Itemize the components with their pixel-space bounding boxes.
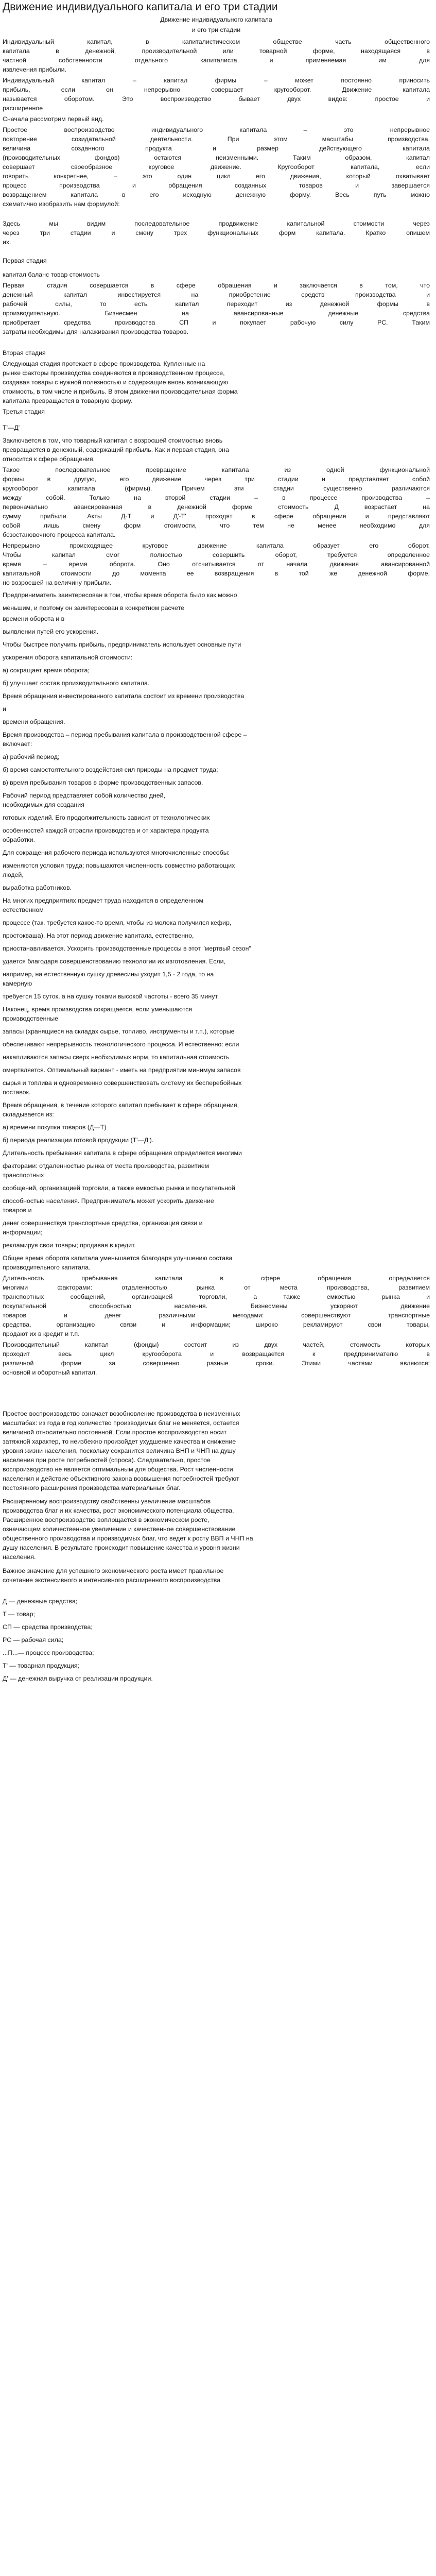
body-line: общественного производства и производимых благ, что ведет к росту ВВП и ЧНП на	[3, 1535, 253, 1542]
body-line: изменяются условия труда; повышаются численность совместно работающих	[3, 862, 235, 869]
body-line: Третья стадия	[3, 408, 45, 415]
body-line: их.	[3, 239, 11, 246]
body-line: приобретает средства производства СП и покупает рабочую силу РС. Таким	[3, 319, 430, 326]
body-line: Д — денежные средства;	[3, 1598, 78, 1605]
body-line: время – время оборота. Оно отсчитывается от начала движения авансированной	[3, 561, 430, 568]
body-line: безостановочного процесса капитала.	[3, 531, 116, 538]
body-line: включает:	[3, 740, 32, 748]
body-line: первоначально авансированная в денежной форме стоимость Д возрастает на	[3, 503, 430, 511]
body-line: денег совершенствуя транспортные средства, организация связи и	[3, 1219, 203, 1227]
body-line: простокваша). На этот период движение капитала, естественно,	[3, 932, 194, 939]
body-line: СП — средства производства;	[3, 1623, 93, 1631]
body-line: особенностей каждой отрасли производства и от характера продукта	[3, 827, 209, 834]
body-line: времени оборота и в	[3, 615, 65, 622]
body-line: Время обращения, в течение которого капитал пребывает в сфере обращения,	[3, 1101, 239, 1109]
body-line: людей,	[3, 871, 24, 878]
body-line: между собой. Только на второй стадии – в процессе производства –	[3, 494, 430, 501]
body-line: продают их в кредит и т.п.	[3, 1330, 80, 1337]
body-line: производства благ и их качества, рост экономического потенциала общества.	[3, 1507, 234, 1514]
body-line: производительную. Бизнесмен на авансированные денежные средства	[3, 310, 430, 317]
body-line: через три стадии и смену трех функциональных форм капитала. Кратко опишем	[3, 229, 430, 236]
body-line: называется оборотом. Это воспроизводство бывает двух видов: простое и	[3, 95, 430, 103]
body-line: Т' — товарная продукция;	[3, 1662, 79, 1669]
body-line: Предприниматель заинтересован в том, чтобы время оборота было как можно	[3, 591, 237, 599]
body-line: уровня жизни населения, поскольку сохранится величина ВНП и ЧНП на душу	[3, 1447, 236, 1454]
body-line: производственные	[3, 1015, 59, 1022]
body-line: естественном	[3, 906, 44, 913]
body-line: душу населения. В результате происходит повышение качества и уровня жизни	[3, 1544, 240, 1551]
body-line: в) время пребывания товаров в форме производственных запасов.	[3, 779, 203, 786]
body-line: средства, организацию связи и информации; широко рекламируют свои товары,	[3, 1321, 430, 1328]
body-line: удается благодаря совершенствованию технологии их изготовления. Если,	[3, 958, 226, 965]
body-line: (производительных фондов) остаются неизменными. Таким образом, капитал	[3, 154, 430, 161]
body-line: транспортных сообщений, организацией торговли, а также емкостью рынка и	[3, 1293, 430, 1300]
body-line: например, на естественную сушку древесины уходит 1,5 - 2 года, то на	[3, 971, 214, 978]
body-line: требуется 15 суток, а на сушку токами высокой частоты - всего 35 минут.	[3, 993, 219, 1000]
page-title: Движение индивидуального капитала и его три стадии	[3, 1, 278, 13]
body-line: Длительность пребывания капитала в сфере обращения определяется	[3, 1275, 430, 1282]
body-line: совершает своеобразное круговое движение. Кругооборот капитала, если	[3, 163, 430, 171]
body-line: относится к сфере обращения.	[3, 455, 95, 463]
body-line: Производительный капитал (фонды) состоит из двух частей, стоимость которых	[3, 1341, 430, 1348]
body-line: проходит весь цикл кругооборота и возвращается к предпринимателю в	[3, 1350, 430, 1358]
body-line: выявлении путей его ускорения.	[3, 628, 99, 635]
body-line: сырья и топлива и одновременно совершенствовать систему их бесперебойных	[3, 1079, 242, 1087]
body-line: означающем количественное увеличение и качественное совершенствование	[3, 1526, 236, 1533]
body-line: Время обращения инвестированного капитала состоит из времени производства	[3, 692, 245, 700]
body-line: воспроизводство не является оптимальным для общества. Рост численности	[3, 1466, 233, 1473]
body-line: Важное значение для успешного экономического роста имеет правильное	[3, 1567, 224, 1574]
body-line: схематично изобразить нам формулой:	[3, 200, 120, 208]
body-line: но возросшей на величину прибыли.	[3, 579, 112, 586]
body-line: различной форме за совершенно разные сроки. Этими частями являются:	[3, 1360, 430, 1367]
body-line: частной собственности отдельного капиталиста и применяемая им для	[3, 57, 430, 64]
body-line: Рабочий период представляет собой количество дней,	[3, 792, 166, 799]
body-line: сумму прибыли. Акты Д-Т и Д'-Т' проходят в сфере обращения и представляют	[3, 513, 430, 520]
body-line: Расширенному воспроизводству свойственны увеличение масштабов	[3, 1498, 211, 1505]
body-line: и	[3, 705, 6, 713]
body-line: PC — рабочая сила;	[3, 1636, 64, 1643]
body-line: ускорения оборота капитальной стоимости:	[3, 654, 133, 661]
body-line: Первая стадия	[3, 257, 47, 264]
body-line: На многих предприятиях предмет труда находится в определенном	[3, 897, 204, 904]
body-line: Вторая стадия	[3, 349, 46, 357]
body-line: сообщений, организацией торговли, а также емкостью рынка и покупательной	[3, 1184, 235, 1192]
body-line: капитал баланс товар стоимость	[3, 271, 100, 278]
body-line: Сначала рассмотрим первый вид.	[3, 115, 104, 123]
body-line: Движение индивидуального капитала	[160, 16, 272, 23]
body-line: поставок.	[3, 1089, 31, 1096]
body-line: Время производства – период пребывания капитала в производственной сфере –	[3, 731, 247, 738]
body-line: Индивидуальный капитал, в капиталистическом обществе часть общественного	[3, 38, 430, 45]
body-line: Простое воспроизводство индивидуального капитала – это непрерывное	[3, 126, 430, 133]
body-line: превращается в денежный, содержащий прибыль. Как и первая стадия, она	[3, 446, 229, 453]
body-line: Т — товар;	[3, 1611, 35, 1618]
body-line: необходимых для создания	[3, 801, 84, 808]
body-line: б) время самостоятельного воздействия сил природы на предмет труда;	[3, 766, 218, 773]
body-line: Расширенное воспроизводство воплощается в экономическом росте,	[3, 1516, 210, 1523]
body-line: Общее время оборота капитала уменьшается благодаря улучшению состава	[3, 1255, 233, 1262]
body-line: величина созданного продукта и размер действующего капитала	[3, 145, 430, 152]
body-line: основной и оборотный капитал.	[3, 1369, 97, 1376]
body-line: Первая стадия совершается в сфере обращения и заключается в том, что	[3, 282, 430, 289]
body-line: Простое воспроизводство означает возобновление производства в неизменных	[3, 1410, 240, 1417]
body-line: Наконец, время производства сокращается, если уменьшаются	[3, 1006, 193, 1013]
body-line: обработки.	[3, 836, 35, 843]
body-line: товаров и	[3, 1207, 32, 1214]
body-line: формы в другую, его движение через три стадии и представляет собой	[3, 476, 430, 483]
body-line: информации;	[3, 1229, 43, 1236]
body-line: Длительность пребывания капитала в сфере обращения определяется многими	[3, 1149, 242, 1157]
body-line: покупательной способностью населения. Бизнесмены ускоряют движение	[3, 1302, 430, 1310]
body-line: величиной относительно постоянной. Если простое воспроизводство носит	[3, 1429, 227, 1436]
body-line: производительного капитала.	[3, 1264, 91, 1271]
body-line: прибыль, если он непрерывно совершает кругооборот. Движение капитала	[3, 86, 430, 93]
body-line: капитала превращается в товарную форму.	[3, 397, 132, 404]
body-line: товаров и денег различными методами: совершенствуют транспортные	[3, 1312, 430, 1319]
body-line: готовых изделий. Его продолжительность зависит от технологических	[3, 814, 210, 821]
body-line: сочетание экстенсивного и интенсивного расширенного воспроизводства	[3, 1577, 221, 1584]
body-line: рабочей силы, то есть капитал переходит из денежной формы в	[3, 300, 430, 308]
body-line: населения.	[3, 1553, 36, 1561]
body-line: транспортных	[3, 1172, 44, 1179]
body-line: рынке факторы производства соединяются в производственном процессе,	[3, 369, 225, 377]
body-line: приостанавливается. Ускорить производственные процессы в этот "мертвый сезон"	[3, 945, 251, 952]
body-line: Следующая стадия протекает в сфере производства. Купленные на	[3, 360, 205, 367]
body-line: собой лишь смену форм стоимости, что тем не менее необходимо для	[3, 522, 430, 529]
body-line: а) рабочий период;	[3, 753, 60, 760]
body-line: Заключается в том, что товарный капитал с возросшей стоимостью вновь	[3, 437, 223, 444]
body-line: и его три стадии	[191, 26, 241, 33]
body-line: повторение созидательной деятельности. При этом масштабы производства,	[3, 135, 430, 143]
body-line: кругооборот капитала (фирмы). Причем эти стадии существенно различаются	[3, 485, 430, 492]
body-line: капитала в денежной, производительной или товарной форме, находящаяся в	[3, 47, 430, 55]
body-line: расширенное	[3, 105, 43, 112]
body-line: денежный капитал инвестируется на приобретение средств производства и	[3, 291, 430, 298]
body-line: извлечения прибыли.	[3, 66, 66, 73]
body-line: обеспечивают непрерывность технологического процесса. И естественно: если	[3, 1041, 239, 1048]
body-line: Такое последовательное превращение капитала из одной функциональной	[3, 466, 430, 473]
body-line: Непрерывно происходящее круговое движение капитала образует его оборот.	[3, 542, 430, 549]
body-line: а) сокращает время оборота;	[3, 667, 90, 674]
body-line: Д' — денежная выручка от реализации продукции.	[3, 1675, 153, 1682]
body-line: затяжной характер, то неизбежно произойдет ухудшение качества и снижение	[3, 1438, 236, 1445]
body-line: а) времени покупки товаров (Д—Т)	[3, 1124, 107, 1131]
body-line: постоянного расширения производства материальных благ.	[3, 1484, 181, 1492]
body-line: Чтобы быстрее получить прибыль, предприниматель использует основные пути	[3, 641, 241, 648]
body-line: омертвляется. Оптимальный вариант - иметь на предприятии минимум запасов	[3, 1066, 241, 1074]
body-line: затраты необходимы для налаживания производства товаров.	[3, 328, 189, 335]
body-line: возвращением капитала в его исходную денежную форму. Весь путь можно	[3, 191, 430, 198]
body-line: способностью населения. Предприниматель может ускорить движение	[3, 1197, 214, 1205]
body-line: рекламируя свои товары; продавая в кредит.	[3, 1242, 136, 1249]
body-line: накапливаются запасы сверх необходимых норм, то капитальная стоимость	[3, 1054, 230, 1061]
body-line: б) улучшает состав производительного капитала.	[3, 680, 150, 687]
body-line: складывается из:	[3, 1111, 54, 1118]
body-line: Индивидуальный капитал – капитал фирмы – может постоянно приносить	[3, 77, 430, 84]
body-line: времени обращения.	[3, 718, 65, 725]
body-line: создавая товары с нужной полезностью и содержащие вновь возникающую	[3, 379, 229, 386]
body-line: запасы (хранящиеся на складах сырье, топливо, инструменты и т.п.), которые	[3, 1028, 235, 1035]
body-line: масштабах: из года в год количество производимых благ не меняется, остается	[3, 1419, 239, 1427]
body-line: процесс производства и обращения созданных товаров и завершается	[3, 182, 430, 189]
body-line: многими факторами: отдаленностью рынка от места производства, развитием	[3, 1284, 430, 1291]
body-line: капитальной стоимости до момента ее возвращения в той же денежной форме,	[3, 570, 430, 577]
body-line: факторами: отдаленностью рынка от места производства, развитием	[3, 1162, 210, 1170]
body-line: населения и действие объективного закона возвышения потребностей требуют	[3, 1475, 239, 1482]
body-line: процессе (так, требуется какое-то время, чтобы из молока получился кефир,	[3, 919, 232, 926]
body-line: Для сокращения рабочего периода используются многочисленные способы:	[3, 849, 230, 856]
body-line: Т'—Д'	[3, 424, 20, 431]
body-line: стоимость, в том числе и прибыль. В этом движении производительная форма	[3, 388, 238, 395]
body-line: камерную	[3, 980, 32, 987]
body-line: Чтобы капитал смог полностью совершить оборот, требуется определенное	[3, 551, 430, 558]
body-line: выработка работников.	[3, 884, 72, 891]
body-line: говорить конкретнее, – это один цикл его движения, который охватывает	[3, 173, 430, 180]
body-line: Здесь мы видим последовательное продвижение капитальной стоимости через	[3, 220, 430, 227]
body-line: ...П...— процесс производства;	[3, 1649, 94, 1656]
body-line: меньшим, и поэтому он заинтересован в конкретном расчете	[3, 604, 184, 612]
body-line: б) периода реализации готовой продукции (Т'—Д').	[3, 1137, 154, 1144]
body-line: населения при росте потребностей (спроса). Следовательно, простое	[3, 1456, 211, 1464]
